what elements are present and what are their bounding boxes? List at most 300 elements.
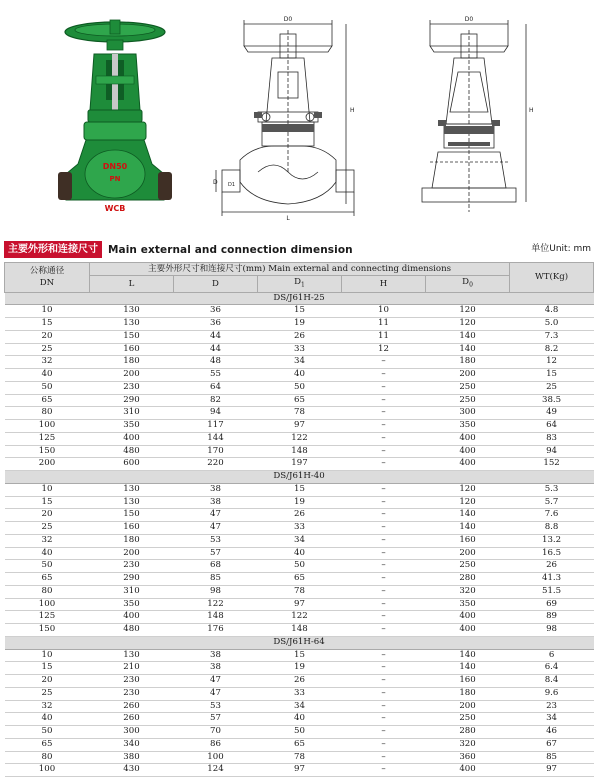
table-row (5, 458, 594, 471)
table-row (5, 713, 594, 726)
col-header-d0 (426, 276, 510, 293)
cell-d0: 250 (426, 381, 510, 394)
cell-dn: 65 (5, 738, 90, 751)
section-title-en: Main external and connection dimension (108, 243, 353, 256)
cell-l: 130 (90, 318, 174, 331)
col-header-l: L (90, 276, 174, 293)
cell-d: 47 (174, 675, 258, 688)
cell-dn: 125 (5, 432, 90, 445)
cell-l: 380 (90, 751, 174, 764)
col-header-h: H (342, 276, 426, 293)
cell-d1: 40 (258, 369, 342, 382)
cell-h: – (342, 509, 426, 522)
cell-d: 85 (174, 573, 258, 586)
cell-wt: 98 (510, 624, 594, 637)
marking-size: DN50 (102, 162, 128, 171)
cell-dn: 20 (5, 330, 90, 343)
cell-d: 44 (174, 330, 258, 343)
table-row (5, 598, 594, 611)
cell-wt: 46 (510, 726, 594, 739)
table-row (5, 573, 594, 586)
cell-l: 130 (90, 649, 174, 662)
cell-l: 310 (90, 407, 174, 420)
cell-wt: 13.2 (510, 534, 594, 547)
cell-l: 400 (90, 432, 174, 445)
cell-d: 44 (174, 343, 258, 356)
cell-h: – (342, 432, 426, 445)
section-title-cn: 主要外形和连接尺寸 (4, 241, 102, 258)
cell-d0: 350 (426, 420, 510, 433)
cell-h: – (342, 700, 426, 713)
cell-wt: 4.8 (510, 305, 594, 318)
cell-h: 10 (342, 305, 426, 318)
table-row (5, 700, 594, 713)
cell-dn: 32 (5, 700, 90, 713)
cell-l: 400 (90, 611, 174, 624)
cell-d: 220 (174, 458, 258, 471)
cell-d1: 122 (258, 432, 342, 445)
cell-d: 48 (174, 356, 258, 369)
cell-d1: 19 (258, 662, 342, 675)
cell-h: 11 (342, 318, 426, 331)
cell-wt: 69 (510, 598, 594, 611)
section-header (4, 241, 593, 258)
cell-dn: 20 (5, 675, 90, 688)
cell-d1: 34 (258, 356, 342, 369)
cell-h: – (342, 751, 426, 764)
cell-d1: 50 (258, 726, 342, 739)
cell-h: – (342, 458, 426, 471)
cell-dn: 80 (5, 585, 90, 598)
cell-l: 230 (90, 675, 174, 688)
cell-d1: 15 (258, 649, 342, 662)
cell-wt: 64 (510, 420, 594, 433)
cell-d1: 65 (258, 394, 342, 407)
cell-wt: 67 (510, 738, 594, 751)
cell-dn: 150 (5, 624, 90, 637)
cell-h: – (342, 560, 426, 573)
cell-d0: 400 (426, 624, 510, 637)
cell-wt: 6.4 (510, 662, 594, 675)
cell-d1: 97 (258, 420, 342, 433)
cell-d1: 40 (258, 713, 342, 726)
group-row (5, 471, 594, 484)
cell-d: 38 (174, 496, 258, 509)
cell-wt: 9.6 (510, 687, 594, 700)
cell-l: 130 (90, 496, 174, 509)
cell-wt: 97 (510, 764, 594, 777)
cell-dn: 65 (5, 573, 90, 586)
cross-section-drawing-front (214, 12, 364, 222)
cell-d1: 197 (258, 458, 342, 471)
cell-d: 176 (174, 624, 258, 637)
cell-l: 300 (90, 726, 174, 739)
cell-d: 64 (174, 381, 258, 394)
cell-wt: 7.6 (510, 509, 594, 522)
cell-d0: 140 (426, 330, 510, 343)
cell-d0: 250 (426, 713, 510, 726)
cell-d: 170 (174, 445, 258, 458)
cell-dn: 32 (5, 356, 90, 369)
cell-d0: 400 (426, 611, 510, 624)
group-title: DS/J61H-25 (5, 292, 594, 305)
cell-l: 130 (90, 305, 174, 318)
cell-wt: 23 (510, 700, 594, 713)
cell-d0: 400 (426, 458, 510, 471)
table-row (5, 318, 594, 331)
cell-dn: 150 (5, 445, 90, 458)
figures-area (0, 0, 597, 232)
col-header-d: D (174, 276, 258, 293)
cell-l: 340 (90, 738, 174, 751)
table-row (5, 381, 594, 394)
cell-wt: 12 (510, 356, 594, 369)
cell-l: 260 (90, 713, 174, 726)
group-title: DS/J61H-40 (5, 471, 594, 484)
table-row (5, 522, 594, 535)
cell-dn: 100 (5, 420, 90, 433)
col-header-group: 主要外形尺寸和连接尺寸(mm) Main external and connecting dimensions (90, 263, 510, 276)
cell-d1: 50 (258, 560, 342, 573)
cell-d: 38 (174, 483, 258, 496)
cell-wt: 38.5 (510, 394, 594, 407)
cell-d1: 40 (258, 547, 342, 560)
cell-l: 150 (90, 509, 174, 522)
cell-h: – (342, 687, 426, 700)
cell-l: 150 (90, 330, 174, 343)
cell-d0: 120 (426, 483, 510, 496)
cell-d0: 360 (426, 751, 510, 764)
cell-d1: 26 (258, 509, 342, 522)
cell-d: 47 (174, 522, 258, 535)
cell-d1: 19 (258, 496, 342, 509)
side-dim-label-h: H (529, 107, 534, 114)
cell-l: 350 (90, 420, 174, 433)
cell-d: 38 (174, 662, 258, 675)
col-header-d1 (258, 276, 342, 293)
cell-d0: 320 (426, 738, 510, 751)
cell-l: 180 (90, 356, 174, 369)
cell-dn: 50 (5, 381, 90, 394)
cell-l: 600 (90, 458, 174, 471)
dim-label-d: D (213, 179, 218, 186)
cell-wt: 25 (510, 381, 594, 394)
col-header-d1-main: D (294, 277, 302, 287)
cell-d1: 26 (258, 675, 342, 688)
cell-d1: 78 (258, 407, 342, 420)
cell-dn: 50 (5, 726, 90, 739)
cell-d1: 15 (258, 483, 342, 496)
cell-wt: 6 (510, 649, 594, 662)
cell-d0: 320 (426, 585, 510, 598)
cell-h: – (342, 356, 426, 369)
cell-l: 480 (90, 445, 174, 458)
cell-dn: 100 (5, 764, 90, 777)
cell-d: 36 (174, 305, 258, 318)
table-row (5, 509, 594, 522)
col-header-dn (5, 263, 90, 293)
table-row (5, 407, 594, 420)
table-row (5, 343, 594, 356)
cell-d: 82 (174, 394, 258, 407)
cell-dn: 32 (5, 534, 90, 547)
cell-dn: 100 (5, 598, 90, 611)
cell-dn: 15 (5, 318, 90, 331)
cell-h: – (342, 738, 426, 751)
cell-dn: 65 (5, 394, 90, 407)
cell-wt: 8.8 (510, 522, 594, 535)
cell-dn: 25 (5, 687, 90, 700)
cell-wt: 49 (510, 407, 594, 420)
cell-h: – (342, 598, 426, 611)
cell-d0: 200 (426, 369, 510, 382)
cell-h: – (342, 726, 426, 739)
cell-d: 122 (174, 598, 258, 611)
cell-wt: 5.3 (510, 483, 594, 496)
cell-h: 12 (342, 343, 426, 356)
cell-d0: 140 (426, 662, 510, 675)
cell-wt: 7.3 (510, 330, 594, 343)
marking-pressure: PN (109, 175, 121, 183)
dim-label-d1: D1 (228, 182, 236, 188)
table-row (5, 496, 594, 509)
marking-material: WCB (104, 204, 126, 213)
cell-d1: 50 (258, 381, 342, 394)
cell-d: 47 (174, 687, 258, 700)
cell-d0: 140 (426, 649, 510, 662)
cell-wt: 41.3 (510, 573, 594, 586)
cell-h: – (342, 675, 426, 688)
cell-dn: 10 (5, 305, 90, 318)
table-row (5, 675, 594, 688)
cell-l: 160 (90, 522, 174, 535)
cross-section-drawing-side (408, 12, 538, 222)
col-header-d0-main: D (462, 277, 470, 287)
table-row (5, 751, 594, 764)
table-header (5, 263, 594, 293)
cell-dn: 80 (5, 751, 90, 764)
cell-l: 290 (90, 573, 174, 586)
cell-d1: 65 (258, 738, 342, 751)
cell-l: 230 (90, 560, 174, 573)
cell-d: 94 (174, 407, 258, 420)
cell-d: 124 (174, 764, 258, 777)
cell-d: 47 (174, 509, 258, 522)
cell-h: – (342, 369, 426, 382)
group-title: DS/J61H-64 (5, 636, 594, 649)
cell-d: 86 (174, 738, 258, 751)
cell-d1: 33 (258, 687, 342, 700)
table-row (5, 547, 594, 560)
cell-d1: 15 (258, 305, 342, 318)
table-row (5, 738, 594, 751)
cell-d1: 33 (258, 343, 342, 356)
cell-h: – (342, 611, 426, 624)
cell-d0: 120 (426, 496, 510, 509)
cell-dn: 20 (5, 509, 90, 522)
cell-d0: 160 (426, 675, 510, 688)
cell-d0: 200 (426, 547, 510, 560)
table-row (5, 649, 594, 662)
table-body (5, 292, 594, 777)
table-row (5, 764, 594, 777)
cell-h: – (342, 662, 426, 675)
cell-d1: 148 (258, 624, 342, 637)
side-dim-label-d0: D0 (464, 16, 474, 23)
table-row (5, 356, 594, 369)
cell-wt: 8.4 (510, 675, 594, 688)
cell-h: – (342, 420, 426, 433)
cell-d1: 97 (258, 598, 342, 611)
dimensions-table (4, 262, 594, 777)
table-row (5, 560, 594, 573)
cell-d0: 280 (426, 573, 510, 586)
cell-wt: 51.5 (510, 585, 594, 598)
cell-d0: 140 (426, 522, 510, 535)
table-row (5, 726, 594, 739)
unit-label: 单位Unit: mm (531, 244, 591, 254)
cell-d0: 180 (426, 687, 510, 700)
cell-l: 350 (90, 598, 174, 611)
cell-d: 36 (174, 318, 258, 331)
cell-d0: 400 (426, 764, 510, 777)
cell-d1: 78 (258, 751, 342, 764)
table-row (5, 624, 594, 637)
cell-dn: 25 (5, 343, 90, 356)
cell-l: 130 (90, 483, 174, 496)
cell-d: 53 (174, 700, 258, 713)
cell-d0: 160 (426, 534, 510, 547)
cell-d1: 78 (258, 585, 342, 598)
cell-d0: 400 (426, 445, 510, 458)
cell-dn: 125 (5, 611, 90, 624)
valve-photo (56, 14, 174, 220)
cell-h: – (342, 394, 426, 407)
cell-dn: 80 (5, 407, 90, 420)
dim-label-l: L (286, 215, 290, 222)
table-row (5, 585, 594, 598)
cell-h: – (342, 407, 426, 420)
group-row (5, 292, 594, 305)
cell-h: – (342, 624, 426, 637)
cell-dn: 200 (5, 458, 90, 471)
cell-d0: 140 (426, 343, 510, 356)
cell-d: 70 (174, 726, 258, 739)
cell-d: 57 (174, 713, 258, 726)
cell-l: 210 (90, 662, 174, 675)
cell-wt: 85 (510, 751, 594, 764)
cell-wt: 16.5 (510, 547, 594, 560)
cell-wt: 152 (510, 458, 594, 471)
cell-d1: 97 (258, 764, 342, 777)
cell-l: 290 (90, 394, 174, 407)
cell-h: – (342, 547, 426, 560)
table-row (5, 369, 594, 382)
cell-h: – (342, 534, 426, 547)
cell-dn: 40 (5, 713, 90, 726)
table-row (5, 394, 594, 407)
dim-label-h: H (350, 107, 355, 114)
cell-wt: 34 (510, 713, 594, 726)
cell-dn: 10 (5, 649, 90, 662)
cell-l: 430 (90, 764, 174, 777)
cell-d: 100 (174, 751, 258, 764)
col-header-wt: WT(Kg) (510, 263, 594, 293)
cell-h: – (342, 496, 426, 509)
cell-dn: 15 (5, 496, 90, 509)
table-row (5, 687, 594, 700)
cell-h: – (342, 585, 426, 598)
col-header-dn-cn: 公称通径 (29, 266, 65, 277)
cell-d: 57 (174, 547, 258, 560)
cell-wt: 83 (510, 432, 594, 445)
cell-d0: 120 (426, 318, 510, 331)
table-row (5, 611, 594, 624)
cell-l: 230 (90, 381, 174, 394)
cell-d0: 250 (426, 394, 510, 407)
table-row (5, 432, 594, 445)
cell-wt: 8.2 (510, 343, 594, 356)
cell-h: 11 (342, 330, 426, 343)
cell-d1: 19 (258, 318, 342, 331)
cell-d1: 148 (258, 445, 342, 458)
cell-h: – (342, 445, 426, 458)
col-header-d1-sub: 1 (301, 281, 305, 289)
col-header-d0-sub: 0 (469, 281, 473, 289)
cell-wt: 89 (510, 611, 594, 624)
cell-h: – (342, 522, 426, 535)
cell-d: 144 (174, 432, 258, 445)
cell-wt: 15 (510, 369, 594, 382)
cell-d0: 400 (426, 432, 510, 445)
group-row (5, 636, 594, 649)
cell-h: – (342, 649, 426, 662)
cell-d0: 280 (426, 726, 510, 739)
cell-wt: 94 (510, 445, 594, 458)
cell-d0: 140 (426, 509, 510, 522)
cell-d: 38 (174, 649, 258, 662)
cell-dn: 40 (5, 369, 90, 382)
cell-d: 98 (174, 585, 258, 598)
cell-l: 200 (90, 369, 174, 382)
cell-dn: 40 (5, 547, 90, 560)
cell-d0: 180 (426, 356, 510, 369)
cell-d0: 200 (426, 700, 510, 713)
cell-d: 68 (174, 560, 258, 573)
cell-h: – (342, 713, 426, 726)
cell-d0: 250 (426, 560, 510, 573)
cell-h: – (342, 573, 426, 586)
cell-d1: 122 (258, 611, 342, 624)
cell-h: – (342, 483, 426, 496)
cell-l: 230 (90, 687, 174, 700)
cell-h: – (342, 381, 426, 394)
cell-d: 53 (174, 534, 258, 547)
cell-wt: 26 (510, 560, 594, 573)
cell-d1: 34 (258, 700, 342, 713)
cell-dn: 15 (5, 662, 90, 675)
cell-d1: 26 (258, 330, 342, 343)
table-row (5, 330, 594, 343)
cell-d0: 120 (426, 305, 510, 318)
cell-l: 180 (90, 534, 174, 547)
cell-l: 200 (90, 547, 174, 560)
cell-dn: 10 (5, 483, 90, 496)
cell-d0: 300 (426, 407, 510, 420)
table-row (5, 662, 594, 675)
cell-d0: 350 (426, 598, 510, 611)
table-row (5, 534, 594, 547)
